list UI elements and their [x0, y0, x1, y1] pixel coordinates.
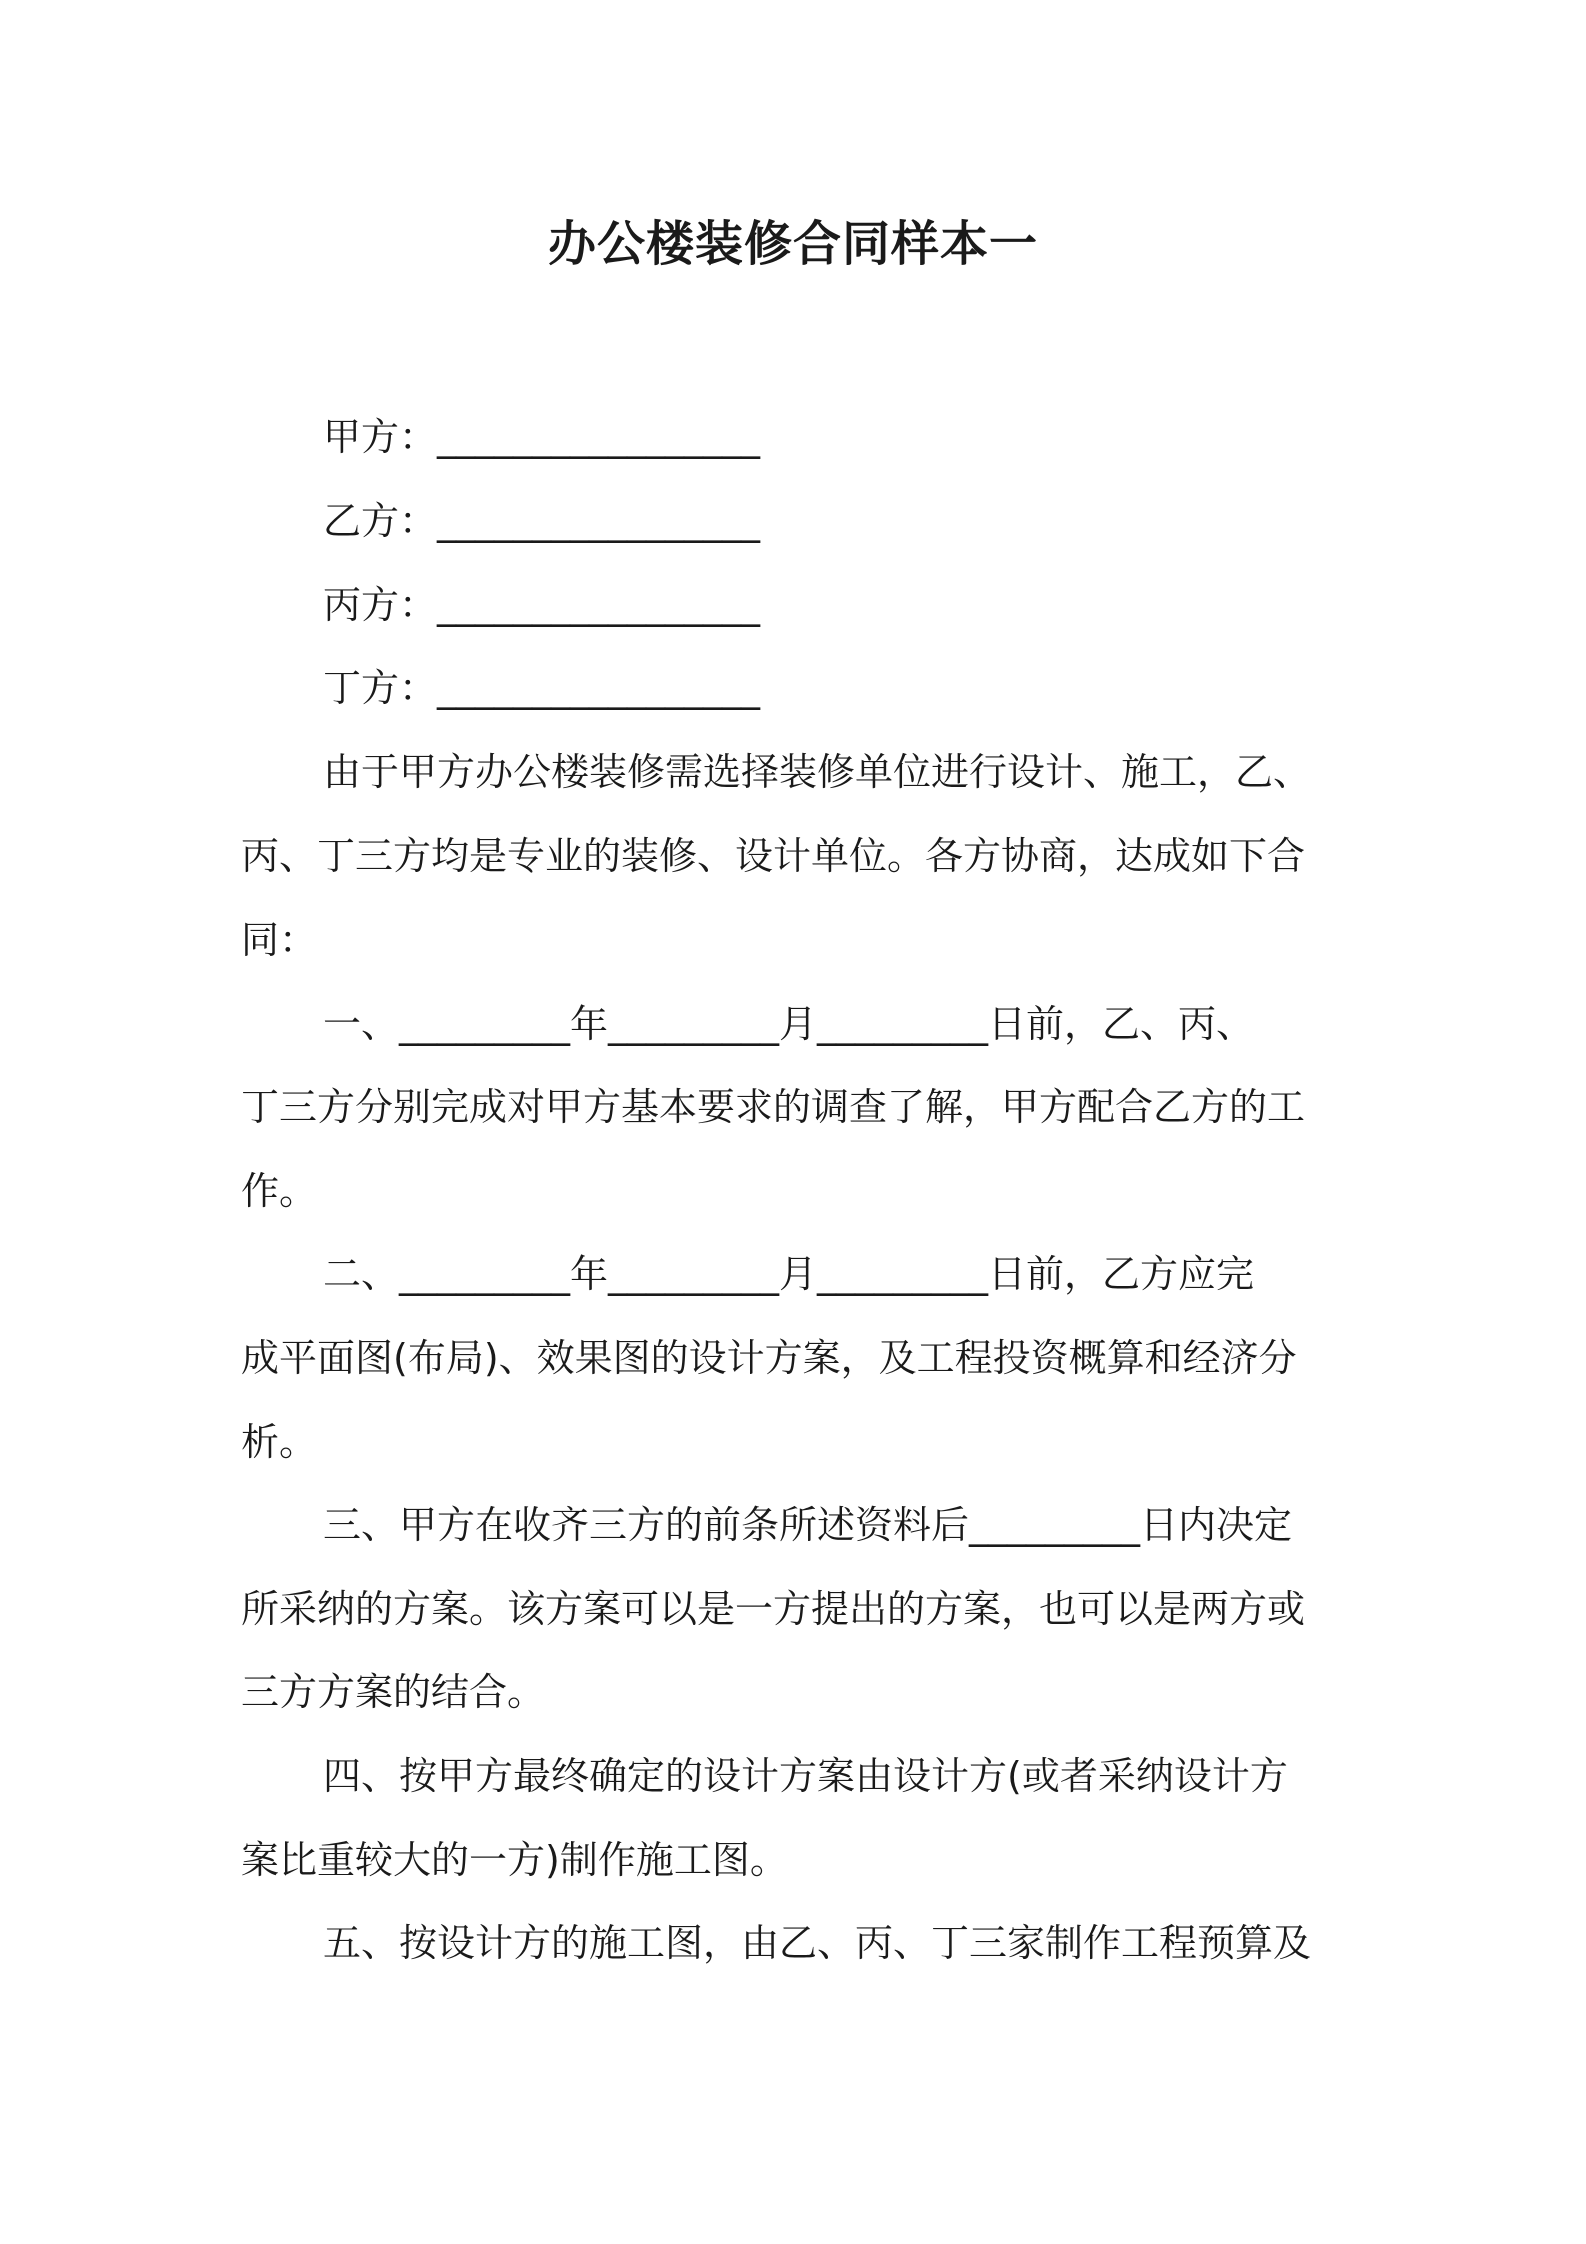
clause-5-line: 五、按设计方的施工图，由乙、丙、丁三家制作工程预算及: [323, 1921, 1312, 1965]
party-a-line: 甲方：_________________: [323, 415, 761, 459]
clause-1-line: 作。: [241, 1169, 318, 1213]
party-c-line: 丙方：_________________: [323, 583, 761, 627]
paragraph-line: 同：: [241, 918, 318, 962]
clause-2-line: 析。: [241, 1420, 318, 1464]
paragraph-line: 丙、丁三方均是专业的装修、设计单位。各方协商，达成如下合: [241, 834, 1306, 878]
party-d-line: 丁方：_________________: [323, 666, 761, 710]
clause-2-line: 成平面图(布局)、效果图的设计方案，及工程投资概算和经济分: [241, 1336, 1297, 1380]
paragraph-line: 由于甲方办公楼装修需选择装修单位进行设计、施工，乙、: [323, 750, 1312, 794]
clause-1-line: 丁三方分别完成对甲方基本要求的调查了解，甲方配合乙方的工: [241, 1085, 1306, 1129]
clause-3-line: 三、甲方在收齐三方的前条所述资料后_________日内决定: [323, 1503, 1293, 1547]
party-b-line: 乙方：_________________: [323, 499, 761, 543]
clause-4-line: 案比重较大的一方)制作施工图。: [241, 1838, 788, 1882]
clause-4-line: 四、按甲方最终确定的设计方案由设计方(或者采纳设计方: [323, 1754, 1288, 1798]
document-title: 办公楼装修合同样本一: [547, 216, 1038, 272]
clause-2-line: 二、_________年_________月_________日前，乙方应完: [323, 1252, 1255, 1296]
clause-3-line: 所采纳的方案。该方案可以是一方提出的方案，也可以是两方或: [241, 1587, 1306, 1631]
clause-1-line: 一、_________年_________月_________日前，乙、丙、: [323, 1002, 1255, 1046]
clause-3-line: 三方方案的结合。: [241, 1670, 546, 1714]
